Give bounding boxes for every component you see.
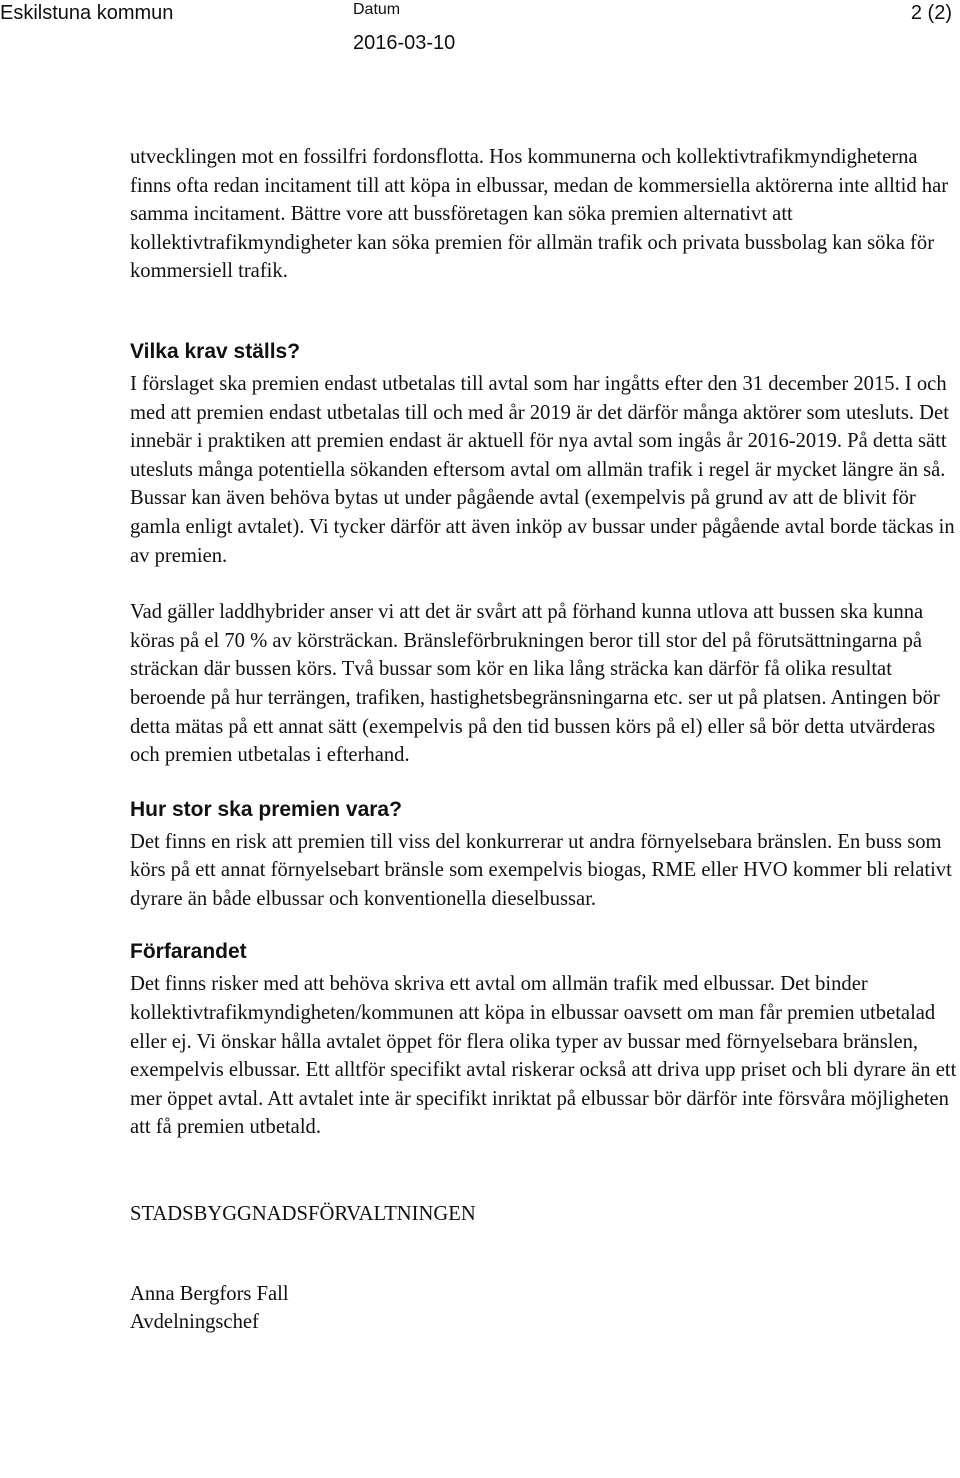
section-heading-premium-size: Hur stor ska premien vara?: [130, 797, 402, 821]
procedure-paragraph: Det finns risker med att behöva skriva ett avtal om allmän trafik med elbussar. Det binder kollektivtrafikmyndigheten/kommunen att köpa in elbussar oavsett om man får premien utbetalad eller ej. Vi önskar hålla avtalet öppet för flera olika typer av bussar med förnyelsebara bränslen, exempelvis elbussar. Ett alltför specifikt avtal riskerar också att driva upp priset och bli dyrare än ett mer öppet avtal. Att avtalet inte är specifikt inriktat på elbussar bör därför inte försvåra möjligheten att få premien utbetald.: [130, 973, 957, 1139]
page-number: 2 (2): [910, 2, 952, 24]
section-heading-requirements: Vilka krav ställs?: [130, 339, 301, 363]
document-body: [130, 143, 958, 1336]
organization-name: Eskilstuna kommun: [0, 2, 174, 24]
signature-department: STADSBYGGNADSFÖRVALTNINGEN: [130, 1203, 476, 1226]
intro-paragraph: utvecklingen mot en fossilfri fordonsflotta. Hos kommunerna och kollektivtrafikmyndigheterna finns ofta redan incitament till att köpa in elbussar, medan de kommersiella aktörerna inte alltid har samma incitament. Bättre vore att bussföretagen kan söka premien alternativt att kollektivtrafikmyndigheter kan söka premien för allmän trafik och privata bussbolag kan söka för kommersiell trafik.: [130, 146, 949, 283]
section-heading-procedure: Förfarandet: [130, 940, 247, 964]
premium-size-paragraph: Det finns en risk att premien till viss del konkurrerar ut andra förnyelsebara bränslen. En buss som körs på ett annat förnyelsebart bränsle som exempelvis biogas, RME eller HVO kommer bli relativt dyrare än både elbussar och konventionella dieselbussar.: [130, 830, 952, 910]
signature-title: Avdelningschef: [130, 1311, 259, 1334]
hybrids-paragraph: Vad gäller laddhybrider anser vi att det är svårt att på förhand kunna utlova att bussen ska kunna köras på el 70 % av körsträckan. Bränsleförbrukningen beror till stor del på förutsättningarna på sträckan där bussen körs. Två bussar som kör en lika lång sträcka kan därför få olika resultat beroende på hur terrängen, trafiken, hastighetsbegränsningarna etc. ser ut på platsen. Antingen bör detta mätas på ett annat sätt (exempelvis på den tid bussen körs på el) eller så bör detta utvärderas och premien utbetalas i efterhand.: [130, 601, 940, 767]
date-label: Datum: [353, 1, 401, 18]
document-date: 2016-03-10: [353, 32, 456, 54]
signature-name: Anna Bergfors Fall: [130, 1283, 289, 1306]
requirements-paragraph: I förslaget ska premien endast utbetalas till avtal som har ingåtts efter den 31 december 2015. I och med att premien endast utbetalas till och med år 2019 är det därför många aktörer som utesluts. Det innebär i praktiken att premien endast är aktuell för nya avtal som ingås år 2016-2019. På detta sätt utesluts många potentiella sökanden eftersom avtal om allmän trafik i regel är mycket längre än så. Bussar kan även behöva bytas ut under pågående avtal (exempelvis på grund av att de blivit för gamla enligt avtalet). Vi tycker därför att även inköp av bussar under pågående avtal borde täckas in av premien.: [130, 372, 955, 567]
